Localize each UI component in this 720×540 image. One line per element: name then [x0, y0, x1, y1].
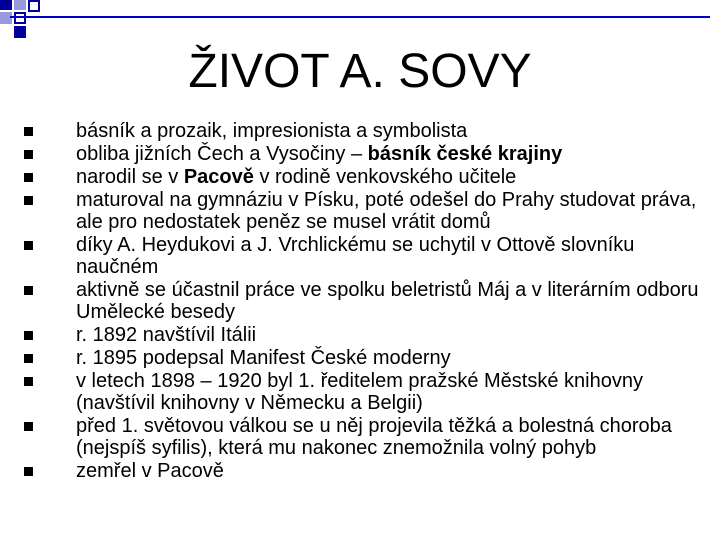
square-bullet-icon: [24, 241, 33, 250]
bullet-item: [20, 143, 710, 165]
bullet-text: před 1. světovou válkou se u něj projevila těžká a bolestná choroba (nejspíš syfilis), která mu nakonec znemožnila volný pohyb: [76, 415, 672, 459]
bullet-text: r. 1895 podepsal Manifest České moderny: [76, 347, 451, 369]
bullet-text: aktivně se účastnil práce ve spolku beletristů Máj a v literárním odboru Umělecké besedy: [76, 279, 699, 323]
bold-text: Pacově: [183, 166, 254, 188]
bullet-item: [20, 189, 710, 233]
bullet-list: [20, 120, 710, 483]
bullet-text: díky A. Heydukovi a J. Vrchlickému se uchytil v Ottově slovníku naučném: [76, 234, 635, 278]
square-bullet-icon: [24, 196, 33, 205]
bullet-text: narodil se v: [76, 166, 184, 188]
bullet-item: [20, 324, 710, 346]
square-bullet-icon: [24, 173, 33, 182]
square-bullet-icon: [24, 286, 33, 295]
bullet-text: maturoval na gymnáziu v Písku, poté odešel do Prahy studovat práva, ale pro nedostatek peněz se musel vrátit domů: [76, 189, 697, 233]
square-bullet-icon: [24, 150, 33, 159]
slide-title: ŽIVOT A. SOVY: [188, 45, 532, 98]
bullet-item: [20, 370, 710, 414]
bullet-item: [20, 234, 710, 278]
bold-text: básník české krajiny: [367, 143, 563, 165]
bullet-text: básník a prozaik, impresionista a symbolista: [76, 120, 468, 142]
bullet-item: [20, 415, 710, 459]
top-rule: [10, 16, 710, 18]
bullet-item: [20, 166, 710, 188]
bullet-text: obliba jižních Čech a Vysočiny –: [76, 143, 368, 165]
square-bullet-icon: [24, 377, 33, 386]
bullet-text: v letech 1898 – 1920 byl 1. ředitelem pražské Městské knihovny (navštívil knihovny v Německu a Belgii): [76, 370, 643, 414]
bullet-text: v rodině venkovského učitele: [253, 166, 517, 188]
square-bullet-icon: [24, 127, 33, 136]
bullet-item: [20, 460, 710, 482]
bullet-item: [20, 347, 710, 369]
bullet-text: zemřel v Pacově: [76, 460, 224, 482]
square-bullet-icon: [24, 422, 33, 431]
square-bullet-icon: [24, 331, 33, 340]
bullet-item: [20, 120, 710, 142]
square-bullet-icon: [24, 467, 33, 476]
bullet-text: r. 1892 navštívil Itálii: [76, 324, 257, 346]
bullet-item: [20, 279, 710, 323]
square-bullet-icon: [24, 354, 33, 363]
